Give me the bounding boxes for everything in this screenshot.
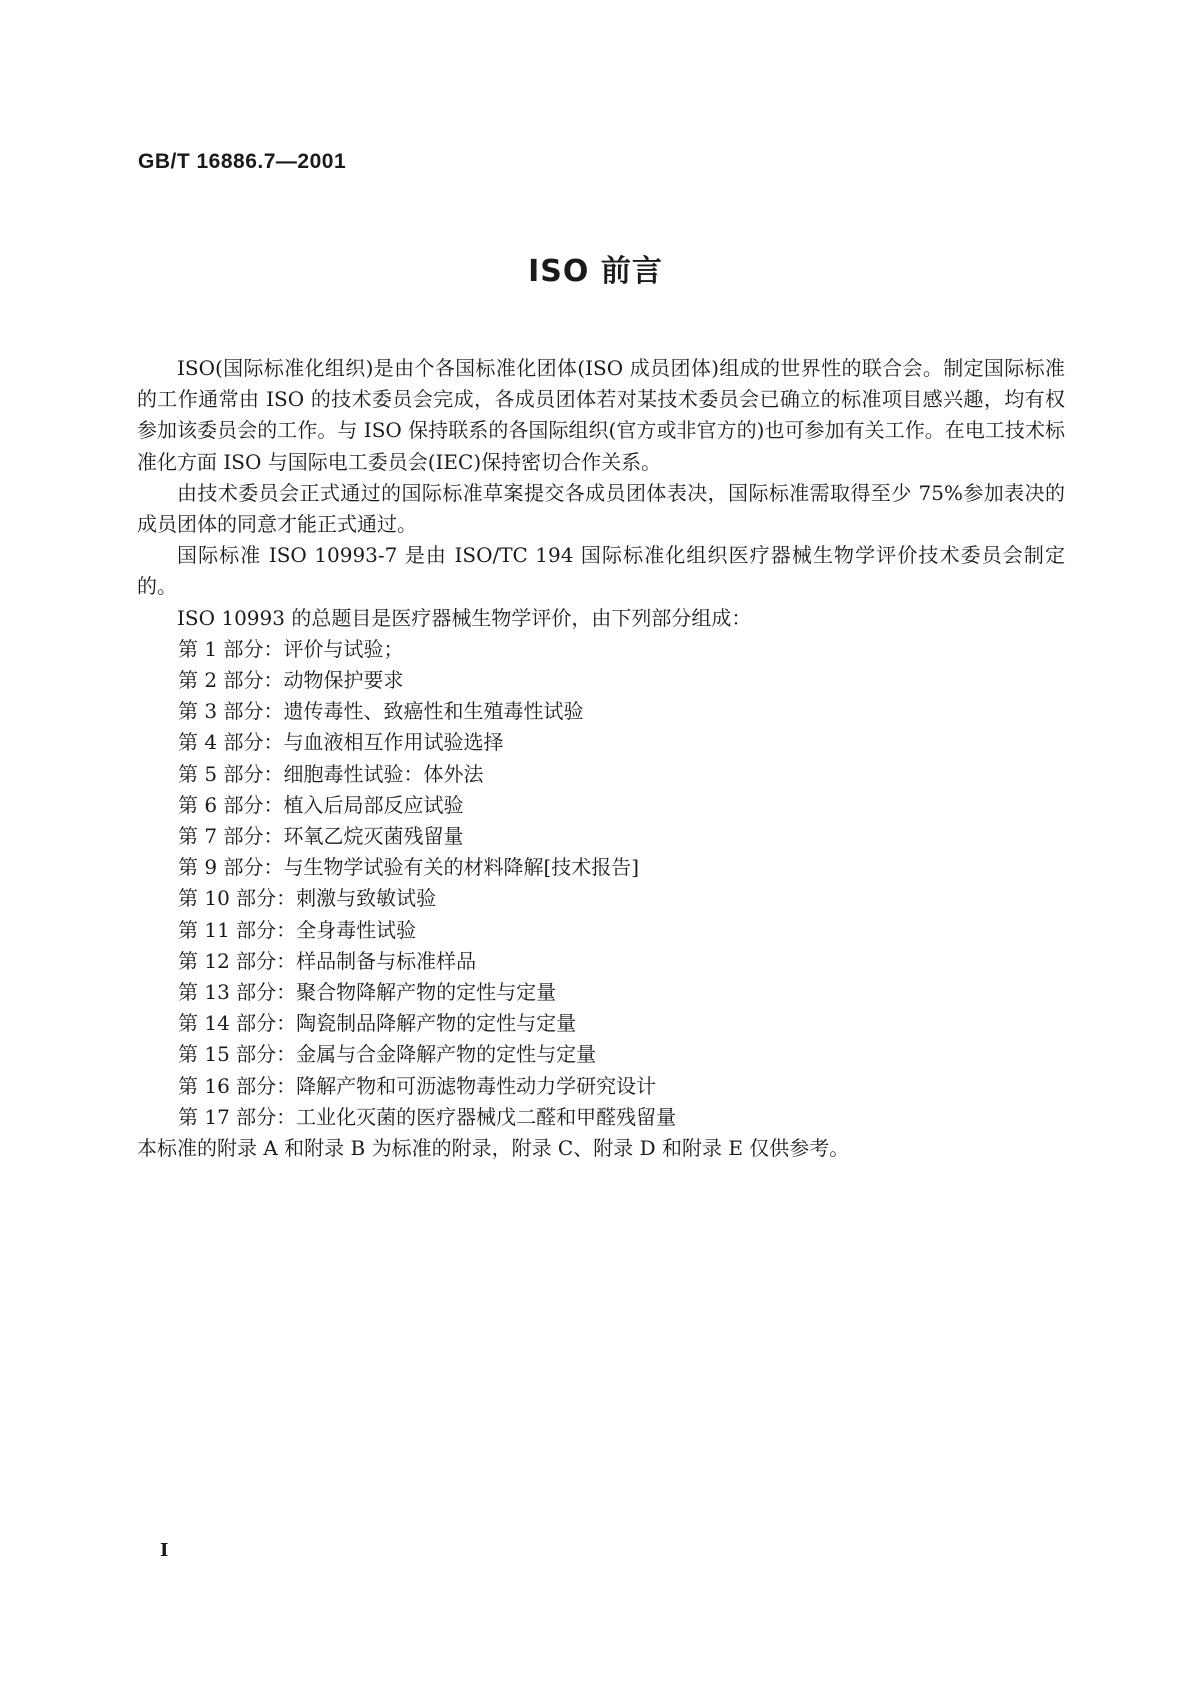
list-item: 第 6 部分：植入后局部反应试验 bbox=[178, 792, 464, 817]
paragraph-iso-intro: ISO(国际标准化组织)是由个各国标准化团体(ISO 成员团体)组成的世界性的联合会。制定国际标准的工作通常由 ISO 的技术委员会完成，各成员团体若对某技术委员会已确立的标准项目感兴趣，均有权参加该委员会的工作。与 ISO 保持联系的各国际组织(官方或非官方的)也可参加有关工作。在电工技术标准化方面 ISO 与国际电工委员会(IEC)保持密切合作关系。 bbox=[137, 356, 1065, 474]
list-item: 第 7 部分：环氧乙烷灭菌残留量 bbox=[178, 824, 464, 849]
list-item: 第 14 部分：陶瓷制品降解产物的定性与定量 bbox=[178, 1011, 577, 1036]
list-item: 第 15 部分：金属与合金降解产物的定性与定量 bbox=[178, 1042, 597, 1067]
list-item: 第 10 部分：刺激与致敏试验 bbox=[178, 886, 437, 911]
list-item: 第 16 部分：降解产物和可沥滤物毒性动力学研究设计 bbox=[178, 1073, 657, 1098]
page-title: ISO 前言 bbox=[528, 254, 663, 289]
paragraph-annex-note: 本标准的附录 A 和附录 B 为标准的附录，附录 C、附录 D 和附录 E 仅供参考。 bbox=[137, 1136, 850, 1161]
document-body bbox=[137, 353, 1065, 1164]
list-item: 第 4 部分：与血液相互作用试验选择 bbox=[178, 730, 504, 755]
list-item: 第 1 部分：评价与试验； bbox=[178, 636, 404, 661]
list-item: 第 12 部分：样品制备与标准样品 bbox=[178, 948, 477, 973]
list-item: 第 2 部分：动物保护要求 bbox=[178, 668, 404, 693]
paragraph-voting: 由技术委员会正式通过的国际标准草案提交各成员团体表决，国际标准需取得至少 75%参加表决的成员团体的同意才能正式通过。 bbox=[137, 480, 1065, 537]
list-item: 第 9 部分：与生物学试验有关的材料降解[技术报告] bbox=[178, 855, 640, 880]
list-item: 第 3 部分：遗传毒性、致癌性和生殖毒性试验 bbox=[178, 699, 584, 724]
list-item: 第 13 部分：聚合物降解产物的定性与定量 bbox=[178, 980, 557, 1005]
paragraph-committee: 国际标准 ISO 10993-7 是由 ISO/TC 194 国际标准化组织医疗器械生物学评价技术委员会制定的。 bbox=[137, 543, 1065, 599]
list-item: 第 5 部分：细胞毒性试验：体外法 bbox=[178, 761, 484, 786]
list-item: 第 17 部分：工业化灭菌的医疗器械戊二醛和甲醛残留量 bbox=[178, 1104, 677, 1129]
paragraph-series-title: ISO 10993 的总题目是医疗器械生物学评价，由下列部分组成： bbox=[177, 605, 752, 630]
standard-code: GB/T 16886.7—2001 bbox=[138, 150, 347, 173]
page-number: Ⅰ bbox=[160, 1540, 169, 1561]
parts-list bbox=[137, 634, 1065, 1133]
list-item: 第 11 部分：全身毒性试验 bbox=[178, 917, 417, 942]
